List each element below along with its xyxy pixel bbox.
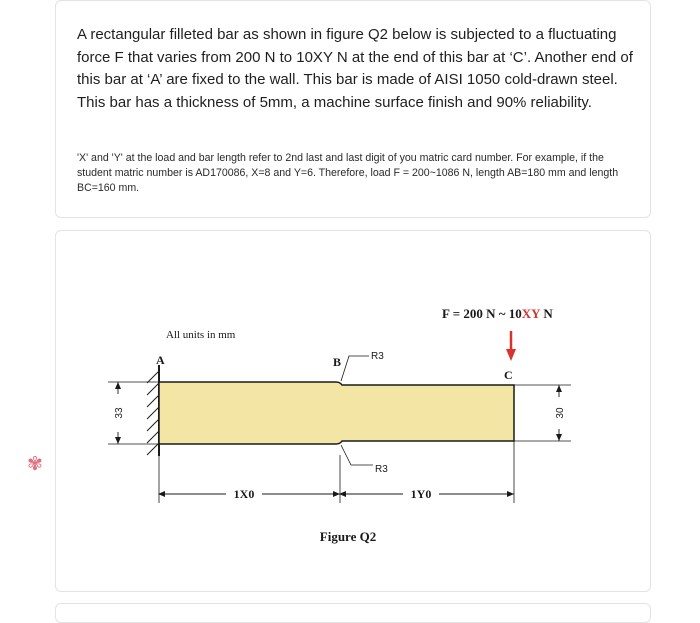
force-label <box>442 306 553 321</box>
height-right-label: 30 <box>555 407 566 419</box>
force-suffix: N <box>540 306 553 321</box>
flower-icon: ✾ <box>27 454 43 475</box>
wall-support <box>147 365 159 456</box>
height-left-label: 33 <box>114 407 125 419</box>
fillet-bottom-leader <box>341 445 373 465</box>
fillet-top-leader <box>341 356 369 381</box>
filleted-bar <box>159 382 514 444</box>
fillet-top-label: R3 <box>371 351 384 362</box>
length-bc-label: 1Y0 <box>410 487 432 501</box>
units-label: All units in mm <box>166 329 236 341</box>
figure-q2-diagram <box>56 231 652 593</box>
force-prefix: F = 200 N ~ 10 <box>442 306 522 321</box>
fillet-bottom-label: R3 <box>375 464 388 475</box>
length-ab-label: 1X0 <box>233 487 255 501</box>
point-a-label: A <box>156 353 165 367</box>
point-c-label: C <box>504 368 513 382</box>
figure-card <box>55 230 651 592</box>
next-card <box>55 603 651 623</box>
point-b-label: B <box>333 355 342 369</box>
question-text: A rectangular filleted bar as shown in figure Q2 below is subjected to a fluctuating force F that varies from 200 N to 10XY N at the end of this bar at ‘C’. Another end of this bar at ‘A’ are fixed to the wall. This bar is made of AISI 1050 cold-drawn steel. This bar has a thickness of 5mm, a machine surface finish and 90% reliability. <box>77 26 633 111</box>
question-card <box>55 0 651 218</box>
force-arrow <box>506 331 516 361</box>
figure-caption: Figure Q2 <box>319 529 377 544</box>
force-highlight: XY <box>521 306 541 321</box>
question-note: 'X' and 'Y' at the load and bar length refer to 2nd last and last digit of you matric card number. For example, if the student matric number is AD170086, X=8 and Y=6. Therefore, load F = 200~1086 N, length AB=180 mm and length BC=160 mm. <box>77 152 619 195</box>
